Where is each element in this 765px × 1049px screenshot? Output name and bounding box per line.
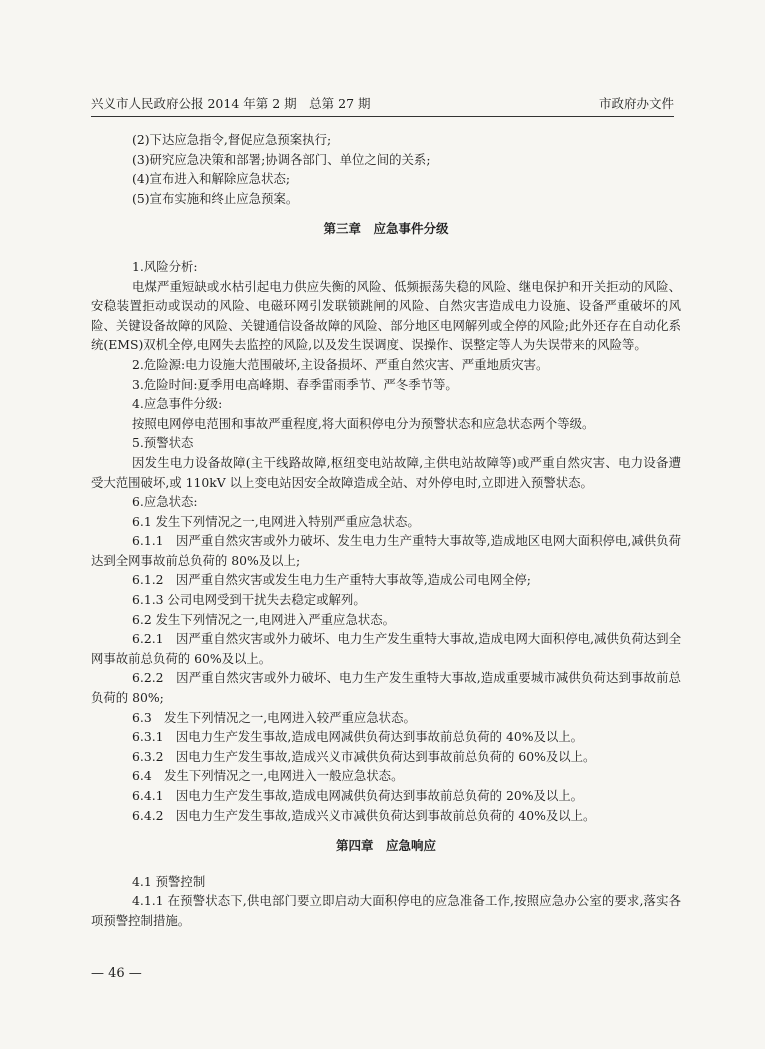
list-item: (5)宣布实施和终止应急预案。 <box>132 190 299 206</box>
clause-6-4: 6.4 发生下列情况之一,电网进入一般应急状态。 <box>132 768 404 784</box>
clause-6-4-1: 6.4.1 因电力生产发生事故,造成电网减供负荷达到事故前总负荷的 20%及以上。 <box>132 788 584 803</box>
clause-6-1-1: 6.1.1 因严重自然灾害或外力破坏、发生电力生产重特大事故等,造成地区电网大面积停电,减供负荷达到全网事故前总负荷的 80%及以上; <box>91 533 681 568</box>
chapter-heading-4: 第四章 应急响应 <box>335 838 436 854</box>
emergency-title: 6.应急状态: <box>132 494 198 510</box>
danger-time-paragraph: 3.危险时间:夏季用电高峰期、春季雷雨季节、严冬季节等。 <box>132 376 458 392</box>
list-item: (2)下达应急指令,督促应急预案执行; <box>132 132 332 147</box>
clause-4-1: 4.1 预警控制 <box>132 873 206 889</box>
page-number: — 46 — <box>91 966 142 981</box>
clause-6-1-3: 6.1.3 公司电网受到干扰失去稳定或解列。 <box>132 592 366 608</box>
page-body <box>91 130 681 931</box>
risk-title: 1.风险分析: <box>132 258 198 274</box>
risk-body: 电煤严重短缺或水枯引起电力供应失衡的风险、低频振荡失稳的风险、继电保护和开关拒动的风险、安稳装置拒动或误动的风险、电磁环网引发联锁跳闸的风险、自然灾害造成电力设施、设备严重破坏的风险、关键设备故障的风险、关键通信设备故障的风险、部分地区电网解列或全停的风险;此外还存在自动化系统(EMS)双机全停,电网失去监控的风险,以及发生误调度、误操作、误整定等人为失误带来的风险等。 <box>91 278 681 353</box>
clause-6-3-2: 6.3.2 因电力生产发生事故,造成兴义市减供负荷达到事故前总负荷的 60%及以上。 <box>132 748 596 764</box>
grading-title: 4.应急事件分级: <box>132 396 223 412</box>
clause-6-3-1: 6.3.1 因电力生产发生事故,造成电网减供负荷达到事故前总负荷的 40%及以上。 <box>132 729 584 745</box>
header-publication: 兴义市人民政府公报 2014 年第 2 期 总第 27 期 <box>91 96 371 111</box>
grading-body: 按照电网停电范围和事故严重程度,将大面积停电分为预警状态和应急状态两个等级。 <box>132 415 595 431</box>
list-item: (3)研究应急决策和部署;协调各部门、单位之间的关系; <box>132 151 431 167</box>
clause-6-3: 6.3 发生下列情况之一,电网进入较严重应急状态。 <box>132 709 416 725</box>
list-item: (4)宣布进入和解除应急状态; <box>132 171 291 187</box>
clause-6-1-2: 6.1.2 因严重自然灾害或发生电力生产重特大事故等,造成公司电网全停; <box>132 572 531 588</box>
clause-6-4-2: 6.4.2 因电力生产发生事故,造成兴义市减供负荷达到事故前总负荷的 40%及以上。 <box>132 807 596 823</box>
hazard-paragraph: 2.危险源:电力设施大范围破坏,主设备损坏、严重自然灾害、严重地质灾害。 <box>132 356 549 372</box>
header-section: 市政府办文件 <box>598 96 674 111</box>
clause-6-1: 6.1 发生下列情况之一,电网进入特别严重应急状态。 <box>132 513 420 529</box>
running-header <box>91 92 674 117</box>
warning-title: 5.预警状态 <box>132 435 194 451</box>
chapter-heading-3: 第三章 应急事件分级 <box>323 221 449 237</box>
clause-6-2-2: 6.2.2 因严重自然灾害或外力破坏、电力生产发生重特大事故,造成重要城市减供负荷达到事故前总负荷的 80%; <box>91 670 681 706</box>
clause-6-2: 6.2 发生下列情况之一,电网进入严重应急状态。 <box>132 611 396 627</box>
warning-body: 因发生电力设备故障(主干线路故障,枢纽变电站故障,主供电站故障等)或严重自然灾害、电力设备遭受大范围破坏,或 110kV 以上变电站因安全故障造成全站、对外停电时,立即进入预警状态。 <box>91 454 681 490</box>
clause-4-1-1: 4.1.1 在预警状态下,供电部门要立即启动大面积停电的应急准备工作,按照应急办公室的要求,落实各项预警控制措施。 <box>91 893 681 928</box>
clause-6-2-1: 6.2.1 因严重自然灾害或外力破坏、电力生产发生重特大事故,造成电网大面积停电,减供负荷达到全网事故前总负荷的 60%及以上。 <box>91 631 681 666</box>
